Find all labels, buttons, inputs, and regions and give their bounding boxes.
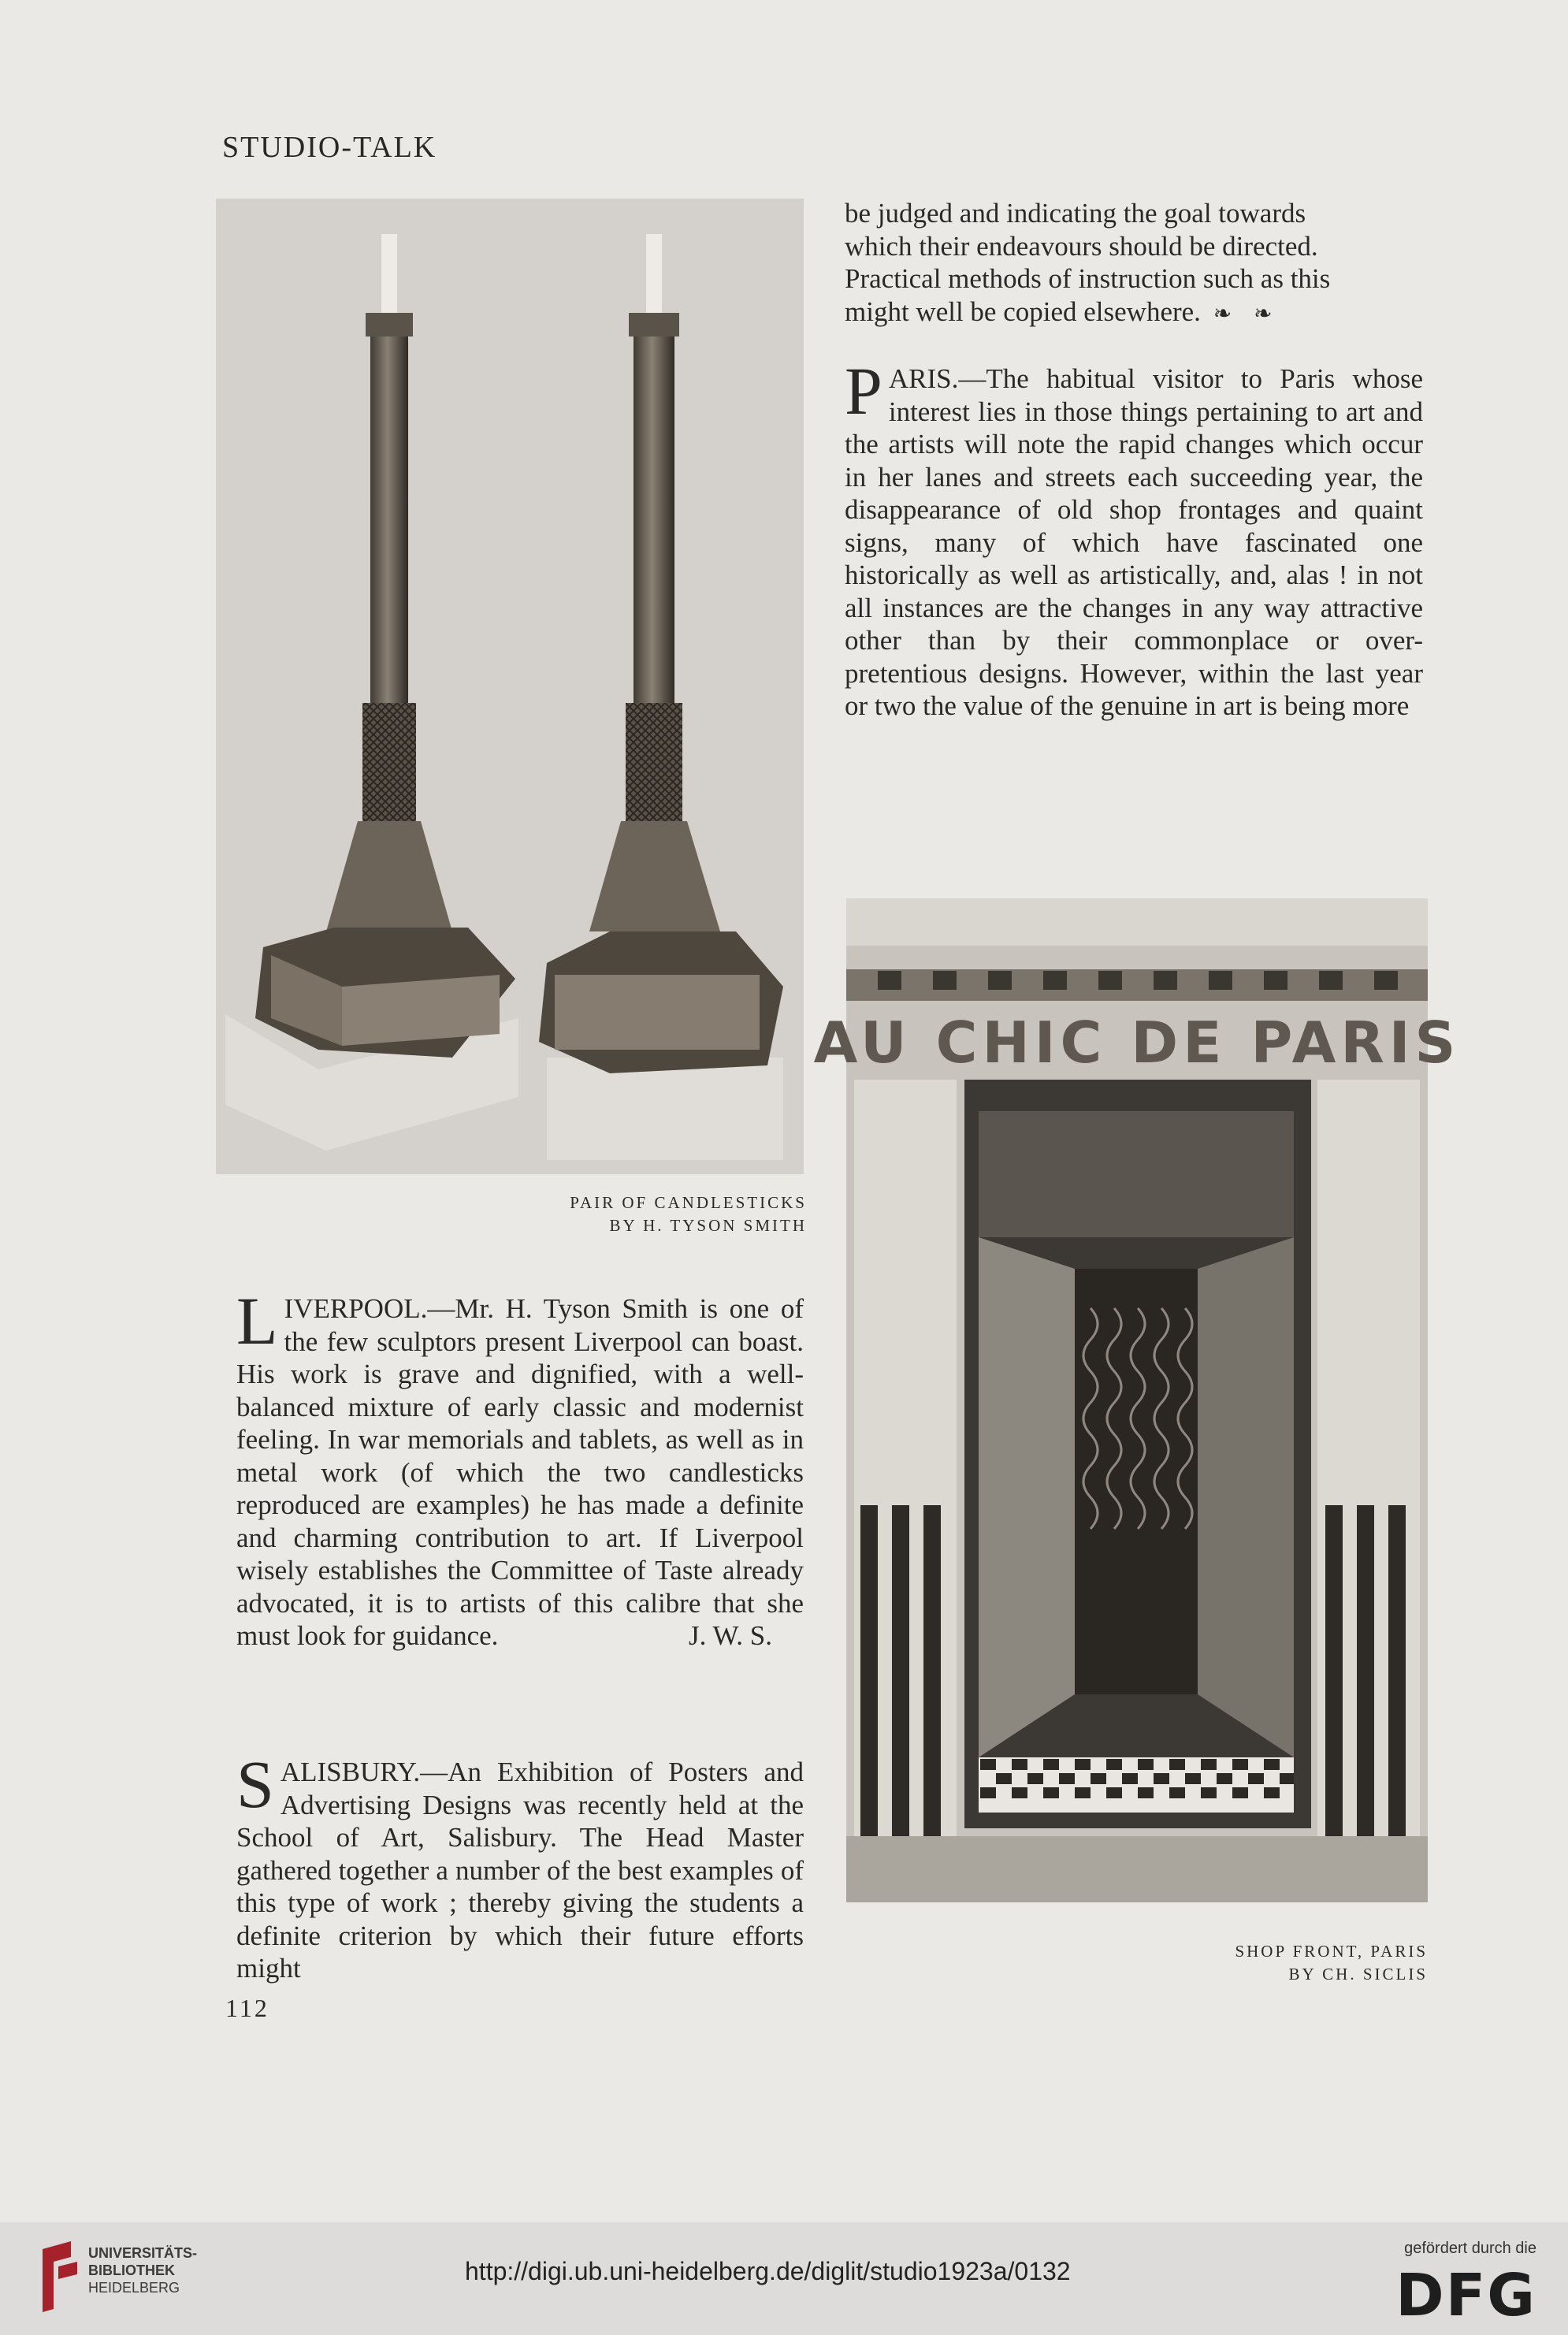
library-line: BIBLIOTHEK	[88, 2262, 175, 2278]
continuation-last: might well be copied elsewhere.	[845, 296, 1201, 327]
continuation-line: Practical methods of instruction such as this	[845, 263, 1331, 294]
paris-text: ARIS.—The habitual visitor to Paris whose interest lies in those things pertaining to art and the artists will note the rapid changes which occur in her lanes and streets each succeeding year, the disappearance of old shop frontages and quaint signs, many of which have fascinated one historically as well as artistically, and, alas ! in not all instances are the changes in any way attractive other than by their commonplace or over-pretentious designs. However, within the last year or two the value of the genuine in art is being more	[845, 363, 1423, 721]
dropcap-p: P	[845, 353, 882, 429]
liverpool-paragraph	[236, 1283, 804, 1653]
shop-front-illustration	[813, 898, 1461, 1902]
paris-paragraph	[845, 353, 1423, 723]
continuation-line: which their endeavours should be directed.	[845, 230, 1318, 262]
dfg-logo: DFG	[1395, 2262, 1536, 2329]
continuation-line: be judged and indicating the goal towards	[845, 198, 1306, 229]
funding-label: gefördert durch die	[1404, 2240, 1536, 2257]
dropcap-s: S	[236, 1746, 274, 1822]
library-line: UNIVERSITÄTS-	[88, 2245, 198, 2261]
liverpool-text: IVERPOOL.—Mr. H. Tyson Smith is one of the few sculptors present Liverpool can boast. His work is grave and dignified, with a well-balanced mixture of early classic and modernist feeling. In war memorials and tablets, as well as in metal work (of which the two candlesticks reproduced are examples) he has made a definite and charming contribution to art. If Liverpool wisely establishes the Committee of Taste already advocated, it is to artists of this calibre that she must look for guidance.	[236, 1293, 804, 1651]
salisbury-text: ALISBURY.—An Exhibition of Posters and Advertising Designs was recently held at the School of Art, Salisbury. The Head Master gathered together a number of the best examples of this type of work ; thereby giving the students a definite criterion by which their future efforts might	[236, 1757, 804, 1984]
shop-front-photo	[813, 898, 1461, 1902]
caption-title: SHOP FRONT, PARIS	[1235, 1942, 1428, 1961]
library-name	[88, 2244, 197, 2296]
running-head: STUDIO-TALK	[222, 131, 437, 164]
salisbury-paragraph	[236, 1746, 804, 1985]
source-url-link[interactable]: http://digi.ub.uni-heidelberg.de/diglit/studio1923a/0132	[465, 2257, 1071, 2285]
continuation-paragraph	[845, 197, 1423, 330]
library-line: HEIDELBERG	[88, 2280, 180, 2296]
digitization-footer	[0, 2222, 1568, 2335]
caption-credit: BY CH. SICLIS	[1288, 1965, 1428, 1984]
candlesticks-caption	[489, 1192, 807, 1237]
candlesticks-illustration	[216, 199, 804, 1174]
candlesticks-photo	[216, 199, 804, 1174]
continuation-line	[845, 296, 1423, 331]
caption-title: PAIR OF CANDLESTICKS	[570, 1193, 807, 1212]
shop-sign-text: AU CHIC DE PARIS	[813, 1009, 1461, 1076]
shop-front-caption	[1119, 1940, 1428, 1986]
dropcap-l: L	[236, 1283, 278, 1359]
leaf-ornament-icon: ❧ ❧	[1207, 301, 1273, 326]
page-number: 112	[225, 1994, 269, 2022]
caption-credit: BY H. TYSON SMITH	[609, 1216, 807, 1235]
author-signature: J. W. S.	[688, 1620, 772, 1651]
library-logo-icon	[35, 2240, 80, 2316]
